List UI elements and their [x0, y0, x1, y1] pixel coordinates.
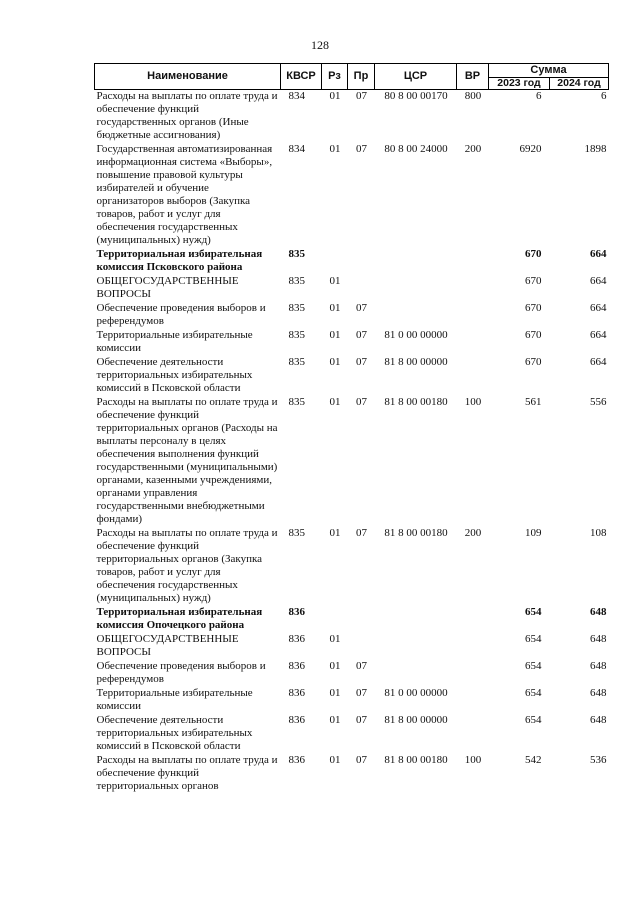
cell-rz: 01 — [329, 356, 341, 368]
cell-vr: 200 — [464, 143, 482, 155]
cell-name: Территориальные избирательные комиссии — [96, 687, 253, 712]
cell-sum-2023: 670 — [525, 248, 542, 260]
cell-vr — [457, 248, 489, 275]
cell-sum-2024: 664 — [590, 248, 607, 260]
table-row — [95, 527, 609, 606]
header-csr: ЦСР — [375, 64, 457, 90]
cell-csr: 81 8 00 00000 — [384, 714, 448, 726]
cell-kvsr: 835 — [288, 275, 305, 287]
cell-sum-2024: 648 — [590, 606, 607, 618]
cell-csr: 81 8 00 00000 — [384, 356, 448, 368]
header-rz: Рз — [322, 64, 348, 90]
table-row — [95, 754, 609, 794]
cell-sum-2024: 6 — [601, 90, 607, 102]
cell-kvsr: 834 — [288, 90, 305, 102]
cell-name: Обеспечение деятельности территориальных избирательных комиссий в Псковской области — [96, 714, 253, 752]
cell-sum-2023: 670 — [525, 329, 542, 341]
cell-kvsr: 835 — [288, 329, 305, 341]
cell-vr — [457, 660, 489, 687]
cell-name: Обеспечение деятельности территориальных избирательных комиссий в Псковской области — [96, 356, 253, 394]
cell-name: Территориальная избирательная комиссия Псковского района — [96, 248, 263, 273]
cell-name: Обеспечение проведения выборов и референдумов — [96, 302, 266, 327]
cell-sum-2023: 654 — [525, 633, 542, 645]
cell-sum-2024: 648 — [590, 687, 607, 699]
cell-kvsr: 836 — [288, 606, 305, 618]
cell-pr: 07 — [356, 356, 367, 368]
cell-vr — [457, 714, 489, 754]
cell-rz: 01 — [329, 396, 341, 408]
table-row — [95, 660, 609, 687]
cell-sum-2023: 6 — [536, 90, 542, 102]
page-number: 128 — [311, 38, 329, 52]
cell-rz — [322, 606, 348, 633]
cell-csr — [375, 606, 457, 633]
cell-sum-2023: 542 — [525, 754, 542, 766]
cell-csr: 81 8 00 00180 — [384, 754, 448, 766]
cell-sum-2023: 654 — [525, 606, 542, 618]
cell-sum-2024: 1898 — [584, 143, 607, 155]
cell-sum-2023: 670 — [525, 275, 542, 287]
cell-csr: 81 0 00 00000 — [384, 687, 448, 699]
header-year-2023: 2023 год — [489, 78, 550, 90]
cell-pr — [348, 633, 375, 660]
header-name: Наименование — [95, 64, 281, 90]
cell-sum-2023: 654 — [525, 660, 542, 672]
table-row — [95, 143, 609, 248]
cell-name: Расходы на выплаты по оплате труда и обеспечение функций территориальных органов (Закупка товаров, работ и услуг для обеспечения государственных (муниципальных) нужд) — [96, 527, 278, 604]
table-row — [95, 396, 609, 527]
cell-sum-2024: 648 — [590, 714, 607, 726]
cell-csr: 81 8 00 00180 — [384, 527, 448, 539]
cell-pr — [348, 248, 375, 275]
cell-vr — [457, 329, 489, 356]
cell-sum-2024: 108 — [590, 527, 607, 539]
table-row — [95, 275, 609, 302]
cell-vr — [457, 633, 489, 660]
cell-rz: 01 — [329, 143, 341, 155]
cell-rz: 01 — [329, 275, 341, 287]
cell-pr: 07 — [356, 396, 367, 408]
table-body — [95, 90, 609, 795]
cell-name: Государственная автоматизированная информационная система «Выборы», повышение правовой культуры избирателей и обучение организаторов выборов (Закупка товаров, работ и услуг для обеспечения государственных (муниципальных) нужд) — [96, 143, 273, 246]
table-row — [95, 714, 609, 754]
cell-sum-2023: 670 — [525, 302, 542, 314]
header-vr: ВР — [457, 64, 489, 90]
cell-sum-2024: 664 — [590, 356, 607, 368]
table-header — [95, 64, 609, 90]
cell-sum-2024: 536 — [590, 754, 607, 766]
cell-kvsr: 835 — [288, 527, 305, 539]
cell-vr: 200 — [464, 527, 482, 539]
cell-name: Расходы на выплаты по оплате труда и обеспечение функций территориальных органов — [96, 754, 278, 792]
cell-rz: 01 — [329, 714, 341, 726]
cell-name: Территориальные избирательные комиссии — [96, 329, 253, 354]
header-sum: Сумма — [489, 64, 609, 78]
cell-sum-2023: 654 — [525, 687, 542, 699]
cell-rz: 01 — [329, 687, 341, 699]
cell-sum-2023: 6920 — [519, 143, 542, 155]
cell-sum-2024: 648 — [590, 633, 607, 645]
cell-name: Территориальная избирательная комиссия Опочецкого района — [96, 606, 263, 631]
cell-sum-2024: 664 — [590, 302, 607, 314]
cell-kvsr: 835 — [288, 356, 305, 368]
cell-sum-2024: 648 — [590, 660, 607, 672]
cell-rz: 01 — [329, 527, 341, 539]
cell-pr: 07 — [356, 143, 367, 155]
cell-rz: 01 — [329, 633, 341, 645]
cell-name: Расходы на выплаты по оплате труда и обеспечение функций территориальных органов (Расходы на выплаты персоналу в целях обеспечения выполнения функций государственными (муниципальными) органами, казенными учреждениями, органами управления государственными внебюджетными фондами) — [96, 396, 278, 525]
table-row — [95, 606, 609, 633]
cell-csr — [375, 302, 457, 329]
header-year-2024: 2024 год — [550, 78, 609, 90]
cell-sum-2023: 561 — [525, 396, 542, 408]
cell-rz — [322, 248, 348, 275]
cell-sum-2024: 556 — [590, 396, 607, 408]
cell-kvsr: 835 — [288, 302, 305, 314]
cell-rz: 01 — [329, 329, 341, 341]
cell-pr: 07 — [356, 527, 367, 539]
cell-sum-2023: 109 — [525, 527, 542, 539]
cell-pr: 07 — [356, 660, 367, 672]
table-row — [95, 356, 609, 396]
cell-csr — [375, 660, 457, 687]
header-pr: Пр — [348, 64, 375, 90]
cell-vr — [457, 356, 489, 396]
cell-vr — [457, 302, 489, 329]
cell-csr — [375, 633, 457, 660]
cell-kvsr: 834 — [288, 143, 305, 155]
table-row — [95, 90, 609, 144]
cell-csr: 80 8 00 00170 — [384, 90, 448, 102]
cell-kvsr: 836 — [288, 660, 305, 672]
cell-pr: 07 — [356, 687, 367, 699]
cell-vr — [457, 606, 489, 633]
table-row — [95, 302, 609, 329]
table-row — [95, 687, 609, 714]
cell-pr: 07 — [356, 329, 367, 341]
cell-rz: 01 — [329, 90, 341, 102]
cell-sum-2024: 664 — [590, 275, 607, 287]
cell-rz: 01 — [329, 660, 341, 672]
cell-sum-2023: 654 — [525, 714, 542, 726]
cell-pr: 07 — [356, 714, 367, 726]
cell-csr: 81 0 00 00000 — [384, 329, 448, 341]
table-row — [95, 248, 609, 275]
cell-vr: 100 — [464, 396, 482, 408]
cell-sum-2023: 670 — [525, 356, 542, 368]
cell-pr: 07 — [356, 754, 367, 766]
cell-name: Расходы на выплаты по оплате труда и обеспечение функций государственных органов (Иные бюджетные ассигнования) — [96, 90, 278, 141]
cell-vr: 100 — [464, 754, 482, 766]
cell-rz: 01 — [329, 302, 341, 314]
cell-name: ОБЩЕГОСУДАРСТВЕННЫЕ ВОПРОСЫ — [96, 633, 239, 658]
cell-kvsr: 835 — [288, 248, 305, 260]
cell-kvsr: 835 — [288, 396, 305, 408]
cell-csr — [375, 275, 457, 302]
cell-pr — [348, 606, 375, 633]
cell-pr — [348, 275, 375, 302]
cell-rz: 01 — [329, 754, 341, 766]
cell-name: ОБЩЕГОСУДАРСТВЕННЫЕ ВОПРОСЫ — [96, 275, 239, 300]
table-row — [95, 633, 609, 660]
cell-kvsr: 836 — [288, 754, 305, 766]
cell-kvsr: 836 — [288, 714, 305, 726]
cell-vr — [457, 275, 489, 302]
cell-pr: 07 — [356, 90, 367, 102]
cell-vr — [457, 687, 489, 714]
cell-csr: 81 8 00 00180 — [384, 396, 448, 408]
cell-name: Обеспечение проведения выборов и референдумов — [96, 660, 266, 685]
cell-kvsr: 836 — [288, 633, 305, 645]
cell-vr: 800 — [464, 90, 482, 102]
cell-kvsr: 836 — [288, 687, 305, 699]
cell-pr: 07 — [356, 302, 367, 314]
cell-sum-2024: 664 — [590, 329, 607, 341]
header-kvsr: КВСР — [281, 64, 322, 90]
budget-table — [94, 63, 609, 794]
cell-csr: 80 8 00 24000 — [384, 143, 448, 155]
cell-csr — [375, 248, 457, 275]
table-row — [95, 329, 609, 356]
